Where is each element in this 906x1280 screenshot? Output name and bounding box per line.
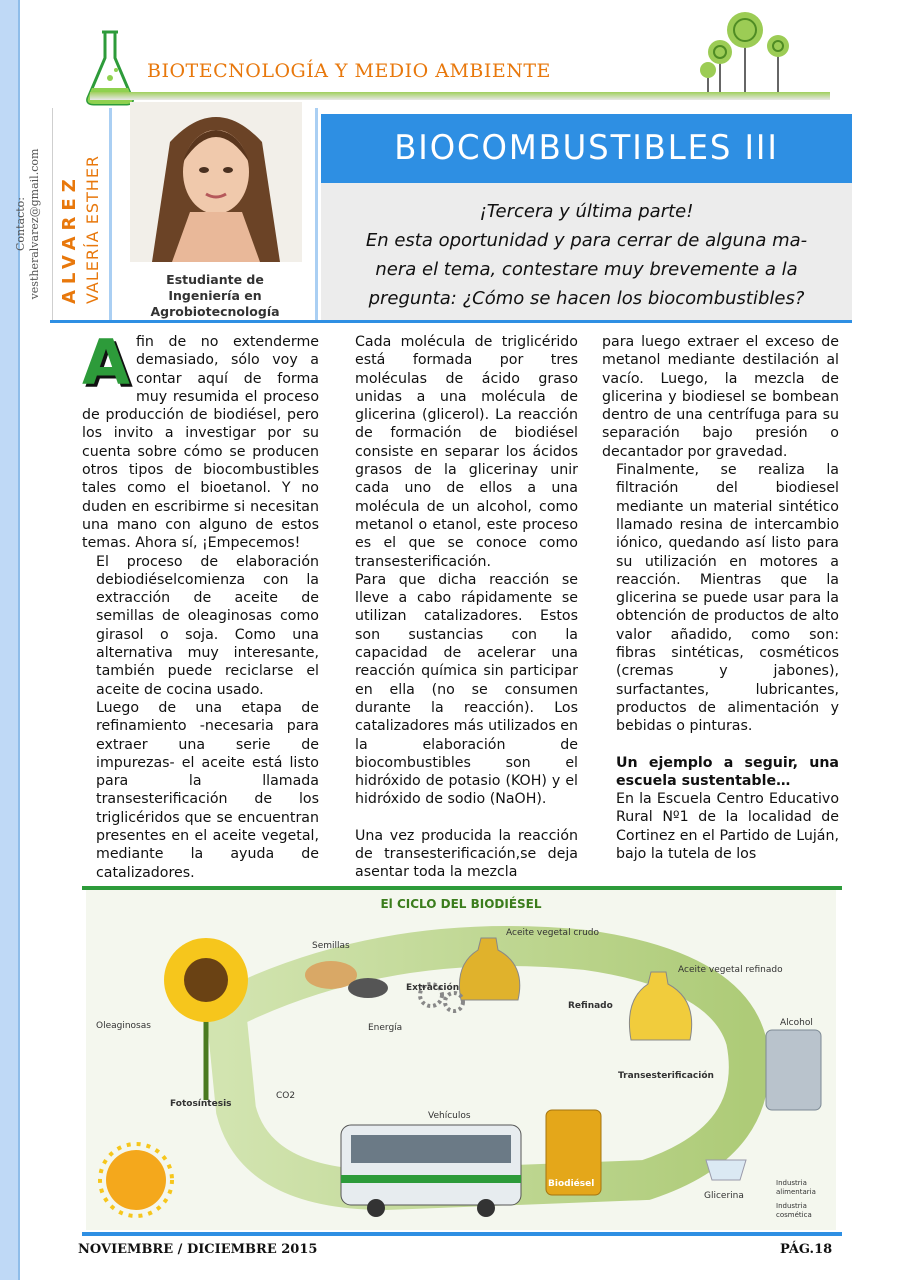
contact-email[interactable]: vestheralvarez@gmail.com: [28, 148, 41, 300]
article-title: BIOCOMBUSTIBLES III: [394, 128, 779, 168]
paragraph: En la Escuela Centro Educativo Rural Nº1 de la localidad de Cortinez en el Partido de Luján, bajo la tutela de los: [616, 791, 839, 863]
sun-icon: [100, 1144, 172, 1216]
page-number: PÁG.18: [780, 1242, 833, 1257]
label-aceite-refinado: Aceite vegetal refinado: [678, 965, 783, 975]
paragraph: Finalmente, se realiza la filtración del biodiesel mediante un material sintético llamado resina de intercambio iónico, quedando así listo para su utilización en motores a reacción. Mientras que la glicerina se puede usar para la obtención de productos de alto valor añadido, como son: fibras sintéticas, cosméticos (cremas y jabones), surfactantes, lubricantes, productos de alimentación y bebidas o pinturas.: [616, 462, 839, 735]
label-energia: Energía: [368, 1023, 403, 1033]
subheading: Un ejemplo a seguir, una escuela sustentable…: [616, 754, 839, 789]
author-name-box: [52, 108, 112, 322]
label-refinado: Refinado: [568, 1001, 613, 1011]
author-photo: [130, 102, 302, 262]
label-biodiesel: Biodiésel: [548, 1179, 595, 1189]
title-band: [321, 114, 852, 183]
header-rule: [90, 92, 830, 100]
author-photo-box: [112, 108, 318, 322]
title-rule: [50, 320, 852, 323]
label-industria-cosmetica-1: Industria: [776, 1202, 807, 1210]
label-industria-cosmetica-2: cosmética: [776, 1211, 812, 1219]
label-extraccion: Extracción: [406, 983, 460, 993]
intro-text: ¡Tercera y última parte! En esta oportunidad y para cerrar de alguna ma- nera el tema, contestare muy brevemente a la pregunta: ¿Cómo se hacen los biocombustibles?: [365, 201, 808, 309]
paragraph: El proceso de elaboración debiodiéselcomienza con la extracción de aceite de semillas de oleaginosas como girasol o soja. Como una alternativa muy interesante, también puede reciclarse el aceite de cocina usado.: [96, 553, 319, 698]
label-semillas: Semillas: [312, 941, 350, 951]
glycerin-dish-icon: [706, 1160, 746, 1180]
column-3: [602, 333, 839, 863]
label-co2: CO2: [276, 1091, 296, 1101]
label-glicerina: Glicerina: [704, 1191, 744, 1201]
author-last-name: ALVAREZ: [59, 173, 80, 304]
biodiesel-cycle-diagram: [86, 890, 836, 1230]
contact-label: Contacto:: [14, 197, 27, 252]
label-transesterificacion: Transesterificación: [618, 1071, 714, 1081]
drop-cap: A: [82, 326, 130, 399]
footer-rule: [82, 1232, 842, 1236]
label-industria-alimentaria-1: Industria: [776, 1179, 807, 1187]
paragraph: Para que dicha reacción se lleve a cabo rápidamente se utilizan catalizadores. Estos son sustancias con la capacidad de acelerar una reacción química sin participar en ella (no se consumen durante la reacción). Los catalizadores más utilizados en la elaboración de biocombustibles son el hidróxido de potasio (KOH) y el hidróxido de sodio (NaOH).: [355, 571, 578, 808]
trees-icon: [690, 8, 800, 103]
alcohol-drum-icon: [766, 1030, 821, 1110]
paragraph: Cada molécula de triglicérido está formada por tres moléculas de ácido graso unidas a una molécula de glicerina (glicerol). La reacción de formación de biodiésel consiste en separar los ácidos grasos de la glicerinay unir cada uno de ellos a una molécula de un alcohol, como metanol o etanol, este proceso es el que se conoce como transesterificación.: [355, 334, 578, 570]
label-alcohol: Alcohol: [780, 1018, 813, 1028]
column-2: [341, 333, 578, 882]
diagram-title: El CICLO DEL BIODIÉSEL: [380, 897, 542, 911]
intro-box: [321, 183, 852, 322]
issue-date: NOVIEMBRE / DICIEMBRE 2015: [78, 1242, 318, 1257]
label-vehiculos: Vehículos: [428, 1111, 471, 1121]
paragraph: Una vez producida la reacción de transesterificación,se deja asentar toda la mezcla: [355, 827, 578, 881]
paragraph: fin de no extenderme demasiado, sólo voy a contar aquí de forma muy resumida el proceso de producción de biodiésel, pero los invito a investigar por su cuenta sobre cómo se producen otros tipos de biocombustibles tales como el bioetanol. Y no duden en escribirme si necesitan una mano con alguno de estos temas. Ahora sí, ¡Empecemos!: [82, 334, 319, 552]
paragraph: para luego extraer el exceso de metanol mediante destilación al vacío. Luego, la mezcla de glicerina y biodiesel se bombean dentro de una centrífuga para su separación bajo presión o decantador por gravedad.: [602, 334, 839, 460]
label-industria-alimentaria-2: alimentaria: [776, 1188, 816, 1196]
bus-icon: [341, 1125, 521, 1217]
author-first-name: VALERÍA ESTHER: [83, 154, 102, 304]
author-role: Estudiante de Ingeniería en Agrobiotecnología: [150, 272, 280, 319]
section-title: BIOTECNOLOGÍA Y MEDIO AMBIENTE: [147, 60, 551, 82]
label-aceite-crudo: Aceite vegetal crudo: [506, 928, 600, 938]
contact-block: [14, 112, 50, 320]
paragraph: Luego de una etapa de refinamiento -necesaria para extraer una serie de impurezas- el aceite está listo para la llamada transesterificación de los triglicéridos que se encuentran presentes en el aceite vegetal, mediante la ayuda de catalizadores.: [96, 699, 319, 881]
column-1: [82, 326, 319, 882]
label-oleaginosas: Oleaginosas: [96, 1021, 151, 1031]
label-fotosintesis: Fotosíntesis: [170, 1099, 232, 1109]
